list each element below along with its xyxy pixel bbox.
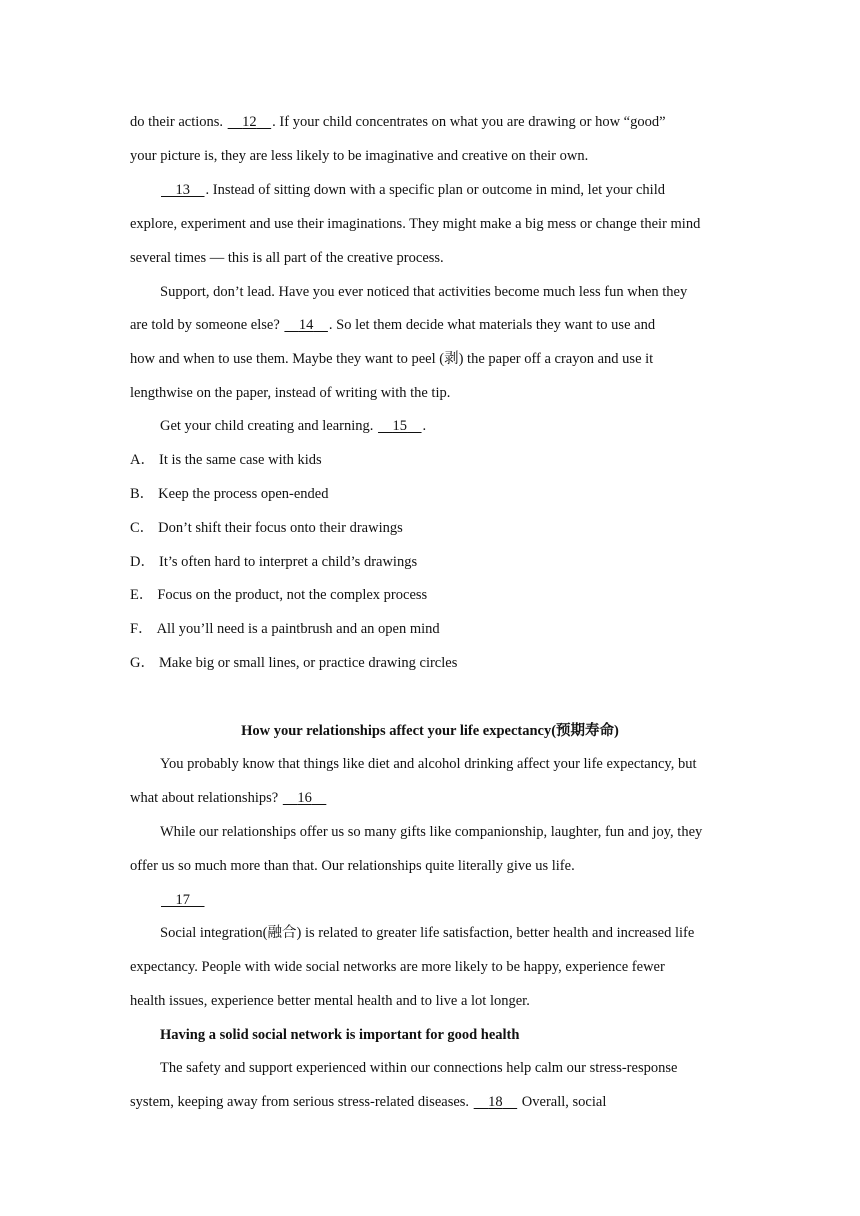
- paragraph-line: Support, don’t lead. Have you ever noticed that activities become much less fun when they: [160, 284, 688, 300]
- option-c: [130, 518, 403, 538]
- text-segment: .: [422, 418, 427, 434]
- paragraph-line: The safety and support experienced within our connections help calm our stress-response: [160, 1060, 678, 1076]
- paragraph-line: explore, experiment and use their imaginations. They might make a big mess or change their mind: [130, 216, 701, 232]
- paragraph-line: health issues, experience better mental health and to live a lot longer.: [130, 993, 530, 1009]
- text-segment: Get your child creating and learning.: [160, 418, 374, 434]
- paragraph-line: expectancy. People with wide social networks are more likely to be happy, experience fewer: [130, 959, 665, 975]
- option-letter: F．: [130, 621, 153, 637]
- blank-14: 14: [298, 317, 314, 333]
- blank-12: 12: [242, 114, 257, 130]
- option-a: [130, 450, 322, 470]
- passage-title: How your relationships affect your life expectancy(预期寿命): [241, 723, 619, 739]
- option-text: Keep the process open-ended: [158, 486, 329, 502]
- option-letter: A．: [130, 452, 155, 468]
- text-segment: . If your child concentrates on what you are drawing or how “good”: [272, 114, 666, 130]
- paragraph-line: [160, 180, 665, 200]
- text-segment: system, keeping away from serious stress-related diseases.: [130, 1094, 470, 1110]
- option-letter: C．: [130, 520, 155, 536]
- option-text: Make big or small lines, or practice drawing circles: [158, 655, 458, 671]
- paragraph-line: [160, 416, 426, 436]
- blank-13: 13: [175, 182, 190, 198]
- text-segment: Overall, social: [521, 1094, 607, 1110]
- text-segment: what about relationships?: [130, 790, 279, 806]
- blank-17: 17: [175, 892, 190, 908]
- option-d: [130, 552, 417, 572]
- option-letter: E．: [130, 587, 154, 603]
- option-text: Don’t shift their focus onto their drawings: [158, 520, 403, 536]
- paragraph-line: your picture is, they are less likely to be imaginative and creative on their own.: [130, 148, 589, 164]
- option-letter: B．: [130, 486, 155, 502]
- paragraph-line: how and when to use them. Maybe they want to peel (剥) the paper off a crayon and use it: [130, 351, 654, 367]
- paragraph-line: [130, 112, 666, 132]
- option-f: [130, 619, 440, 639]
- paragraph-line: [130, 788, 327, 808]
- option-text: All you’ll need is a paintbrush and an open mind: [156, 621, 440, 637]
- paragraph-line: You probably know that things like diet and alcohol drinking affect your life expectancy, but: [160, 756, 697, 772]
- option-letter: G．: [130, 655, 155, 671]
- option-letter: D．: [130, 554, 155, 570]
- option-text: Focus on the product, not the complex process: [157, 587, 428, 603]
- paragraph-line: offer us so much more than that. Our relationships quite literally give us life.: [130, 858, 575, 874]
- text-segment: . Instead of sitting down with a specific plan or outcome in mind, let your child: [205, 182, 665, 198]
- option-text: It is the same case with kids: [158, 452, 322, 468]
- text-segment: . So let them decide what materials they want to use and: [328, 317, 656, 333]
- paragraph-line: [160, 890, 206, 910]
- option-g: [130, 653, 457, 673]
- paragraph-line: Social integration(融合) is related to greater life satisfaction, better health and increased life: [160, 925, 695, 941]
- option-text: It’s often hard to interpret a child’s drawings: [158, 554, 418, 570]
- option-e: [130, 585, 427, 605]
- paragraph-line: [130, 315, 655, 335]
- paragraph-line: lengthwise on the paper, instead of writing with the tip.: [130, 385, 451, 401]
- text-segment: do their actions.: [130, 114, 224, 130]
- option-b: [130, 484, 328, 504]
- text-segment: are told by someone else?: [130, 317, 280, 333]
- paragraph-line: While our relationships offer us so many gifts like companionship, laughter, fun and joy, they: [160, 824, 703, 840]
- blank-18: 18: [488, 1094, 503, 1110]
- blank-15: 15: [392, 418, 408, 434]
- paragraph-line: [130, 1092, 606, 1112]
- paragraph-line: several times — this is all part of the creative process.: [130, 250, 444, 266]
- section-subheading: Having a solid social network is important for good health: [160, 1027, 520, 1043]
- blank-16: 16: [297, 790, 312, 806]
